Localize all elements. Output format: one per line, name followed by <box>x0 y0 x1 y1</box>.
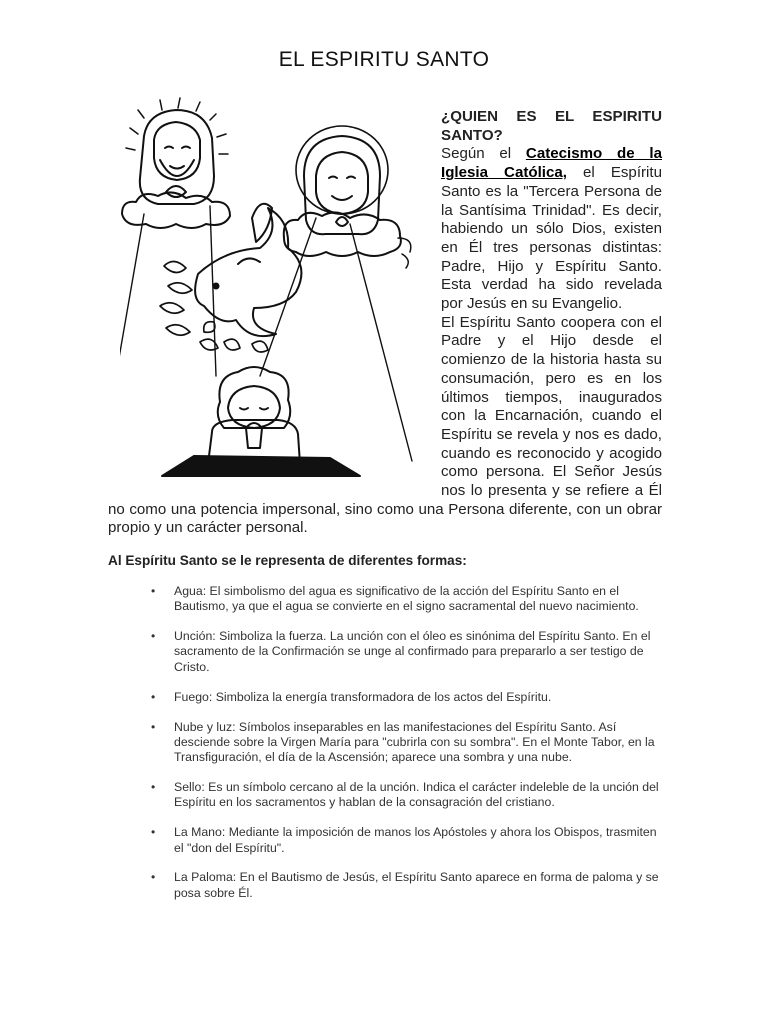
intro-question: ¿QUIEN ES EL ESPIRITU SANTO? <box>441 108 662 144</box>
list-item <box>146 780 662 811</box>
list-item-text: Unción: Simboliza la fuerza. La unción con el óleo es sinónima del Espíritu Santo. En el sacramento de la Confirmación se unge al confirmado para prepararlo a ser testigo de Cristo. <box>174 629 651 674</box>
list-item <box>146 690 662 705</box>
list-item <box>146 720 662 766</box>
bullet-icon: • <box>151 584 156 598</box>
list-item <box>146 870 662 901</box>
list-item-text: Agua: El simbolismo del agua es significativo de la acción del Espíritu Santo en el Bautismo, ya que el agua se convierte en el signo sacramental del nuevo nacimiento. <box>174 584 639 614</box>
list-item <box>146 629 662 675</box>
bullet-icon: • <box>151 629 156 644</box>
bullet-icon: • <box>151 689 156 704</box>
page-title: EL ESPIRITU SANTO <box>278 48 490 71</box>
list-item-text: Fuego: Simboliza la energía transformadora de los actos del Espíritu. <box>174 689 552 704</box>
list-item-text: La Mano: Mediante la imposición de manos los Apóstoles y ahora los Obispos, trasmiten el "don del Espíritu". <box>174 825 657 855</box>
bullet-icon: • <box>151 780 156 795</box>
list-item <box>146 825 662 856</box>
bullet-icon: • <box>151 719 156 734</box>
catechism-link[interactable]: Catecismo de la Iglesia Católica, <box>441 145 662 182</box>
intro-paragraph-2: El Espíritu Santo coopera con el Padre y el Hijo desde el comienzo de la historia hasta su consumación, pero es en los últimos tiempos, inaugurados con la Encarnación, cuando el Espíritu se revela y nos es dado, cuando es reconocido y acogido como persona. El Señor Jesús nos lo presenta y se refiere a Él no como una potencia impersonal, sino como una Persona diferente, con un obrar propio y un carácter personal. <box>108 313 662 537</box>
intro-text-block <box>108 108 662 538</box>
bullet-icon: • <box>151 825 156 840</box>
intro-p1-lead: Según el <box>441 145 526 163</box>
intro-p1-body: el Espíritu Santo es la "Tercera Persona de la Santísima Trinidad". Es decir, habiendo un sólo Dios, existen en Él tres personas distintas: Padre, Hijo y Espíritu Santo. Esta verdad ha sido revelada por Jesús en su Evangelio. <box>441 164 662 313</box>
bullet-icon: • <box>151 870 156 885</box>
list-item-text: Sello: Es un símbolo cercano al de la unción. Indica el carácter indeleble de la unción del Espíritu en los sacramentos y hablan de la consagración del cristiano. <box>174 780 659 810</box>
symbols-list <box>146 584 662 916</box>
symbols-heading: Al Espíritu Santo se le representa de diferentes formas: <box>108 553 467 568</box>
list-item-text: La Paloma: En el Bautismo de Jesús, el Espíritu Santo aparece en forma de paloma y se posa sobre Él. <box>174 870 659 900</box>
list-item-text: Nube y luz: Símbolos inseparables en las manifestaciones del Espíritu Santo. Así desciende sobre la Virgen María para "cubrirla con su sombra". En el Monte Tabor, en la Transfiguración, el día de la Ascensión; aparece una sombra y una nube. <box>174 719 655 765</box>
list-item <box>146 584 662 615</box>
